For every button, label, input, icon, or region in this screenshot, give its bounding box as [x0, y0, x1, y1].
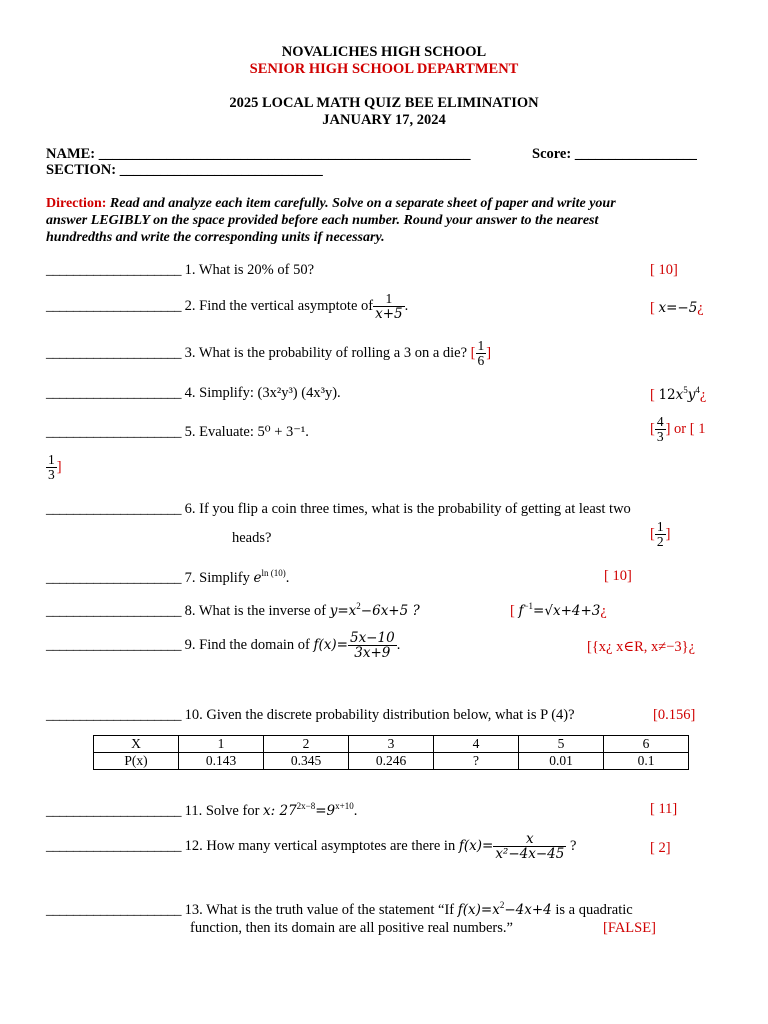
question-4-answer: [ $12x^5y^4¿$	[650, 385, 707, 403]
question-12-fraction: $\frac{x}{\text{x²−4x−45}}$	[495, 831, 565, 863]
answer-blank-8[interactable]: ____________________	[46, 603, 181, 619]
event-title: 2025 LOCAL MATH QUIZ BEE ELIMINATION	[229, 95, 539, 111]
question-2-text: 2. Find the vertical asymptote of	[184, 298, 374, 314]
question-5-answer-cont: $\frac{1}{3}$ ]	[48, 452, 62, 483]
answer-blank-1[interactable]: ____________________	[46, 262, 181, 278]
table-cell: 4	[434, 736, 519, 753]
question-10-text: 10. Given the discrete probability distribution below, what is P (4)?	[184, 707, 575, 723]
table-cell: 2	[264, 736, 349, 753]
table-row	[94, 753, 689, 770]
question-7: ____________________ 7. Simplify $e^{ln (10)}$.	[46, 568, 290, 586]
answer-blank-2[interactable]: ____________________	[46, 298, 181, 314]
question-9-answer: [{x¿ x∈R, x≠−3}¿	[587, 639, 696, 655]
question-5-text: 5. Evaluate: 5⁰ + 3⁻¹.	[184, 424, 309, 440]
question-8-answer: [ $f^{-1}=√x+4+3¿$	[510, 601, 607, 619]
question-2: ____________________ 2. Find the vertical asymptote of $\frac{1}{x+5}$ .	[46, 291, 409, 323]
question-8-text: 8. What is the inverse of	[184, 603, 327, 619]
table-cell: 6	[604, 736, 689, 753]
question-3-text: 3. What is the probability of rolling a 3 on a die?	[184, 345, 468, 361]
score-line	[532, 146, 696, 163]
question-5	[46, 424, 309, 441]
table-cell: 0.246	[349, 753, 434, 770]
question-1-text: 1. What is 20% of 50?	[184, 262, 315, 278]
question-7-answer: [ 10]	[604, 568, 632, 584]
question-1	[46, 262, 314, 279]
question-10-answer: [0.156]	[653, 707, 696, 723]
question-2-answer: [ x=−5¿	[650, 300, 704, 316]
table-cell: X	[94, 736, 179, 753]
table-cell: 5	[519, 736, 604, 753]
table-header-row	[94, 736, 689, 753]
table-cell: 0.1	[604, 753, 689, 770]
question-12-text: 12. How many vertical asymptotes are there in	[184, 838, 456, 854]
answer-blank-3[interactable]: ____________________	[46, 345, 181, 361]
score-label: Score:	[532, 146, 572, 162]
table-cell: 3	[349, 736, 434, 753]
question-10	[46, 707, 575, 724]
question-12: ____________________ 12. How many vertical asymptotes are there in f(x)= $\frac{x}{\text{x²−4x−45}}$ ?	[46, 831, 577, 863]
direction-line-2: answer LEGIBLY on the space provided before each number. Round your answer to the nearest	[46, 213, 599, 228]
question-3-answer: [ $\frac{1}{6}$ ]	[470, 338, 492, 369]
answer-blank-13[interactable]: ____________________	[46, 902, 181, 918]
table-cell: 0.345	[264, 753, 349, 770]
probability-distribution-table	[93, 735, 689, 770]
answer-blank-4[interactable]: ____________________	[46, 385, 181, 401]
question-6	[46, 501, 631, 518]
table-cell: ?	[434, 753, 519, 770]
question-9-text: 9. Find the domain of	[184, 637, 310, 653]
question-11: ____________________ 11. Solve for x: $27^{2x-8}=9^{x+10}$.	[46, 801, 358, 819]
table-cell: 0.143	[179, 753, 264, 770]
table-cell: 0.01	[519, 753, 604, 770]
direction-line-1: Direction: Read and analyze each item carefully. Solve on a separate sheet of paper and write your	[46, 196, 616, 211]
question-6-text-cont: heads?	[232, 530, 272, 546]
answer-blank-7[interactable]: ____________________	[46, 570, 181, 586]
name-line	[46, 146, 470, 163]
question-6-answer: [ $\frac{1}{2}$ ]	[650, 519, 671, 550]
event-date: JANUARY 17, 2024	[322, 112, 446, 128]
table-cell: P(x)	[94, 753, 179, 770]
direction-line-3: hundredths and write the corresponding units if necessary.	[46, 230, 385, 245]
section-field[interactable]: ______________________________	[119, 162, 323, 178]
question-9: ____________________ 9. Find the domain of f(x)= $\frac{5x-10}{3x+9}$ .	[46, 630, 401, 662]
question-1-answer: [ 10]	[650, 262, 678, 278]
question-13-answer: [FALSE]	[603, 920, 656, 936]
answer-blank-10[interactable]: ____________________	[46, 707, 181, 723]
section-label: SECTION:	[46, 162, 117, 178]
question-12-answer: [ 2]	[650, 840, 671, 856]
question-13-text: 13. What is the truth value of the statement “If	[184, 902, 455, 918]
answer-blank-9[interactable]: ____________________	[46, 637, 181, 653]
question-3	[46, 339, 491, 368]
question-2-fraction: $\frac{1}{x+5}$	[375, 291, 403, 323]
answer-blank-6[interactable]: ____________________	[46, 501, 181, 517]
direction-label: Direction:	[46, 196, 107, 211]
name-field[interactable]: _______________________________________________________	[98, 146, 471, 162]
question-9-fraction: $\frac{5x-10}{3x+9}$	[349, 630, 395, 662]
department-name: SENIOR HIGH SCHOOL DEPARTMENT	[249, 61, 519, 77]
question-4	[46, 385, 341, 402]
table-cell: 1	[179, 736, 264, 753]
question-8: ____________________ 8. What is the inverse of $y=x^2-6x+5$ ?	[46, 601, 420, 619]
section-line	[46, 162, 322, 179]
question-11-text: 11. Solve for	[184, 803, 260, 819]
name-label: NAME:	[46, 146, 96, 162]
answer-blank-5[interactable]: ____________________	[46, 424, 181, 440]
question-6-text: 6. If you flip a coin three times, what is the probability of getting at least two	[184, 501, 631, 517]
answer-blank-12[interactable]: ____________________	[46, 838, 181, 854]
question-13-text-cont: function, then its domain are all positive real numbers.”	[190, 920, 513, 936]
question-4-text: 4. Simplify: (3x²y³) (4x³y).	[184, 385, 341, 401]
question-11-answer: [ 11]	[650, 801, 678, 817]
question-5-answer: [ $\frac{4}{3}$ ] or [ 1	[650, 414, 706, 445]
answer-blank-11[interactable]: ____________________	[46, 803, 181, 819]
question-13: ____________________ 13. What is the truth value of the statement “If $f(x)=x^2-4x+4$ is a quadratic	[46, 900, 633, 918]
score-field[interactable]: __________________	[574, 146, 697, 162]
question-7-text: 7. Simplify	[184, 570, 250, 586]
school-name: NOVALICHES HIGH SCHOOL	[281, 44, 487, 60]
